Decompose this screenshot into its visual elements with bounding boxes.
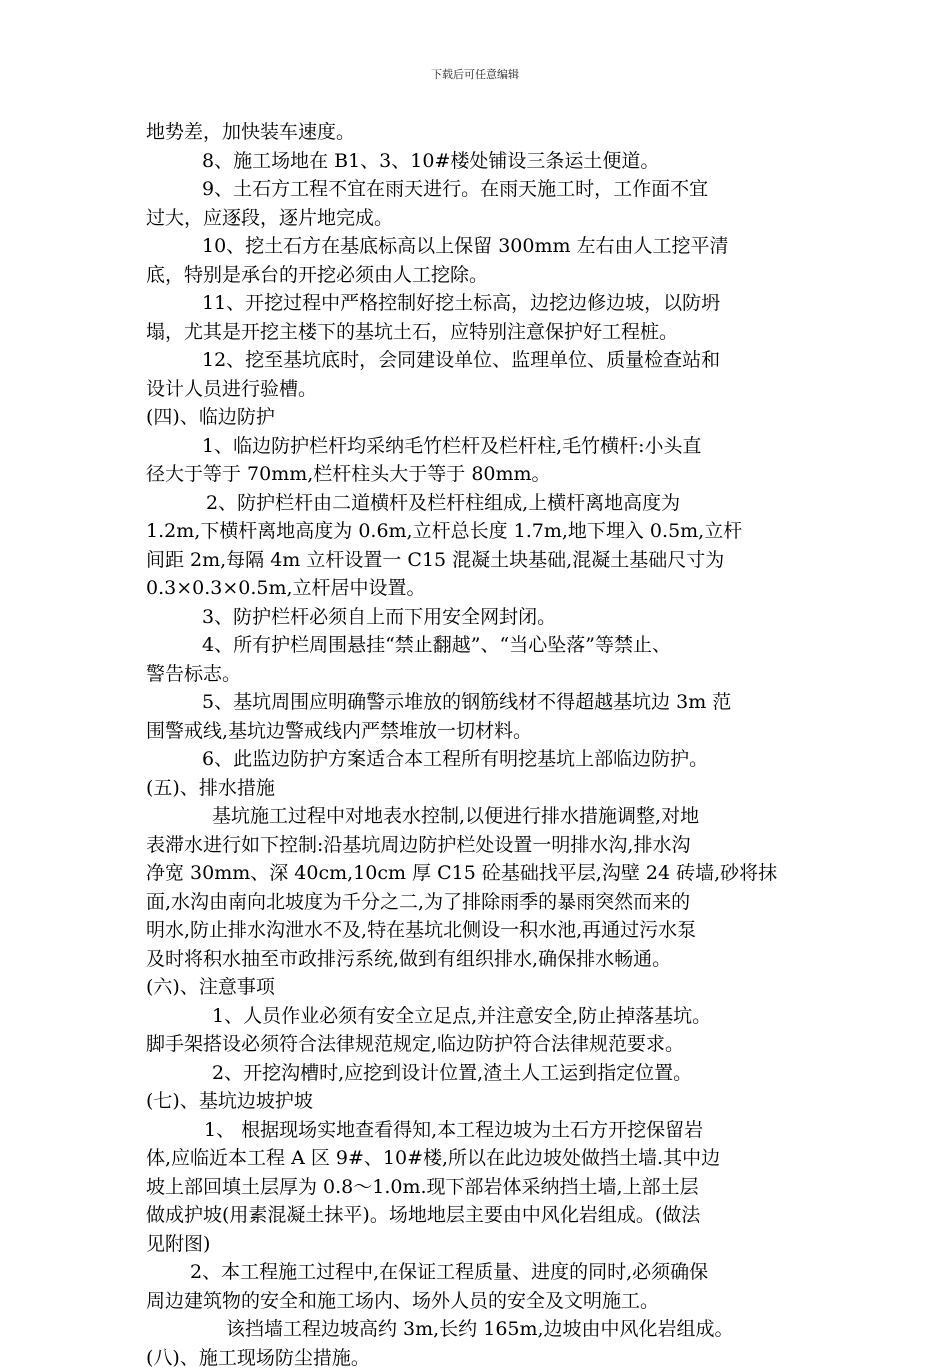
text-line: 8、施工场地在 B1、3、10#楼处铺设三条运土便道。: [146, 147, 818, 176]
text-line: (七)、基坑边坡护坡: [146, 1087, 818, 1116]
text-line: 及时将积水抽至市政排污系统,做到有组织排水,确保排水畅通。: [146, 945, 818, 974]
text-line: 9、土石方工程不宜在雨天进行。在雨天施工时，工作面不宜: [146, 175, 818, 204]
text-line: 3、防护栏杆必须自上而下用安全网封闭。: [146, 603, 818, 632]
text-line: 见附图): [146, 1230, 818, 1259]
text-line: 4、所有护栏周围悬挂“禁止翻越”、“当心坠落”等禁止、: [146, 631, 818, 660]
text-line: 警告标志。: [146, 660, 818, 689]
text-line: 地势差，加快装车速度。: [146, 118, 818, 147]
text-line: 底，特别是承台的开挖必须由人工挖除。: [146, 261, 818, 290]
text-line: 6、此监边防护方案适合本工程所有明挖基坑上部临边防护。: [146, 745, 818, 774]
text-line: (五)、排水措施: [146, 774, 818, 803]
text-line: 5、基坑周围应明确警示堆放的钢筋线材不得超越基坑边 3m 范: [146, 688, 818, 717]
text-line: 塌，尤其是开挖主楼下的基坑土石，应特别注意保护好工程桩。: [146, 318, 818, 347]
page-header: 下载后可任意编辑: [0, 66, 950, 82]
document-body: [146, 118, 818, 1372]
text-line: 设计人员进行验槽。: [146, 375, 818, 404]
text-line: 表滞水进行如下控制:沿基坑周边防护栏处设置一明排水沟,排水沟: [146, 831, 818, 860]
text-line: 2、本工程施工过程中,在保证工程质量、进度的同时,必须确保: [146, 1258, 818, 1287]
text-line: 12、挖至基坑底时，会同建设单位、监理单位、质量检查站和: [146, 346, 818, 375]
text-line: 2、开挖沟槽时,应挖到设计位置,渣土人工运到指定位置。: [146, 1059, 818, 1088]
text-line: 该挡墙工程边坡高约 3m,长约 165m,边坡由中风化岩组成。: [146, 1315, 818, 1344]
text-line: 10、挖土石方在基底标高以上保留 300mm 左右由人工挖平清: [146, 232, 818, 261]
text-line: (六)、注意事项: [146, 973, 818, 1002]
text-line: 明水,防止排水沟泄水不及,特在基坑北侧设一积水池,再通过污水泵: [146, 916, 818, 945]
text-line: 围警戒线,基坑边警戒线内严禁堆放一切材料。: [146, 717, 818, 746]
text-line: 做成护坡(用素混凝土抹平)。场地地层主要由中风化岩组成。(做法: [146, 1201, 818, 1230]
text-line: (八)、施工现场防尘措施。: [146, 1344, 818, 1372]
text-line: 周边建筑物的安全和施工场内、场外人员的安全及文明施工。: [146, 1287, 818, 1316]
text-line: 间距 2m,每隔 4m 立杆设置一 C15 混凝土块基础,混凝土基础尺寸为: [146, 546, 818, 575]
text-line: 坡上部回填土层厚为 0.8～1.0m.现下部岩体采纳挡土墙,上部土层: [146, 1173, 818, 1202]
text-line: 1、人员作业必须有安全立足点,并注意安全,防止掉落基坑。: [146, 1002, 818, 1031]
text-line: 净宽 30mm、深 40cm,10cm 厚 C15 砼基础找平层,沟壁 24 砖墙,砂将抹: [146, 859, 818, 888]
text-line: 11、开挖过程中严格控制好挖土标高，边挖边修边坡，以防坍: [146, 289, 818, 318]
text-line: 体,应临近本工程 A 区 9#、10#楼,所以在此边坡处做挡土墙.其中边: [146, 1144, 818, 1173]
text-line: 面,水沟由南向北坡度为千分之二,为了排除雨季的暴雨突然而来的: [146, 888, 818, 917]
text-line: (四)、临边防护: [146, 403, 818, 432]
text-line: 2、防护栏杆由二道横杆及栏杆柱组成,上横杆离地高度为: [146, 489, 818, 518]
text-line: 1.2m,下横杆离地高度为 0.6m,立杆总长度 1.7m,地下埋入 0.5m,立杆: [146, 517, 818, 546]
text-line: 基坑施工过程中对地表水控制,以便进行排水措施调整,对地: [146, 802, 818, 831]
text-line: 0.3×0.3×0.5m,立杆居中设置。: [146, 574, 818, 603]
text-line: 脚手架搭设必须符合法律规范规定,临边防护符合法律规范要求。: [146, 1030, 818, 1059]
text-line: 径大于等于 70mm,栏杆柱头大于等于 80mm。: [146, 460, 818, 489]
text-line: 1、 根据现场实地查看得知,本工程边坡为土石方开挖保留岩: [146, 1116, 818, 1145]
text-line: 过大，应逐段，逐片地完成。: [146, 204, 818, 233]
text-line: 1、临边防护栏杆均采纳毛竹栏杆及栏杆柱,毛竹横杆:小头直: [146, 432, 818, 461]
